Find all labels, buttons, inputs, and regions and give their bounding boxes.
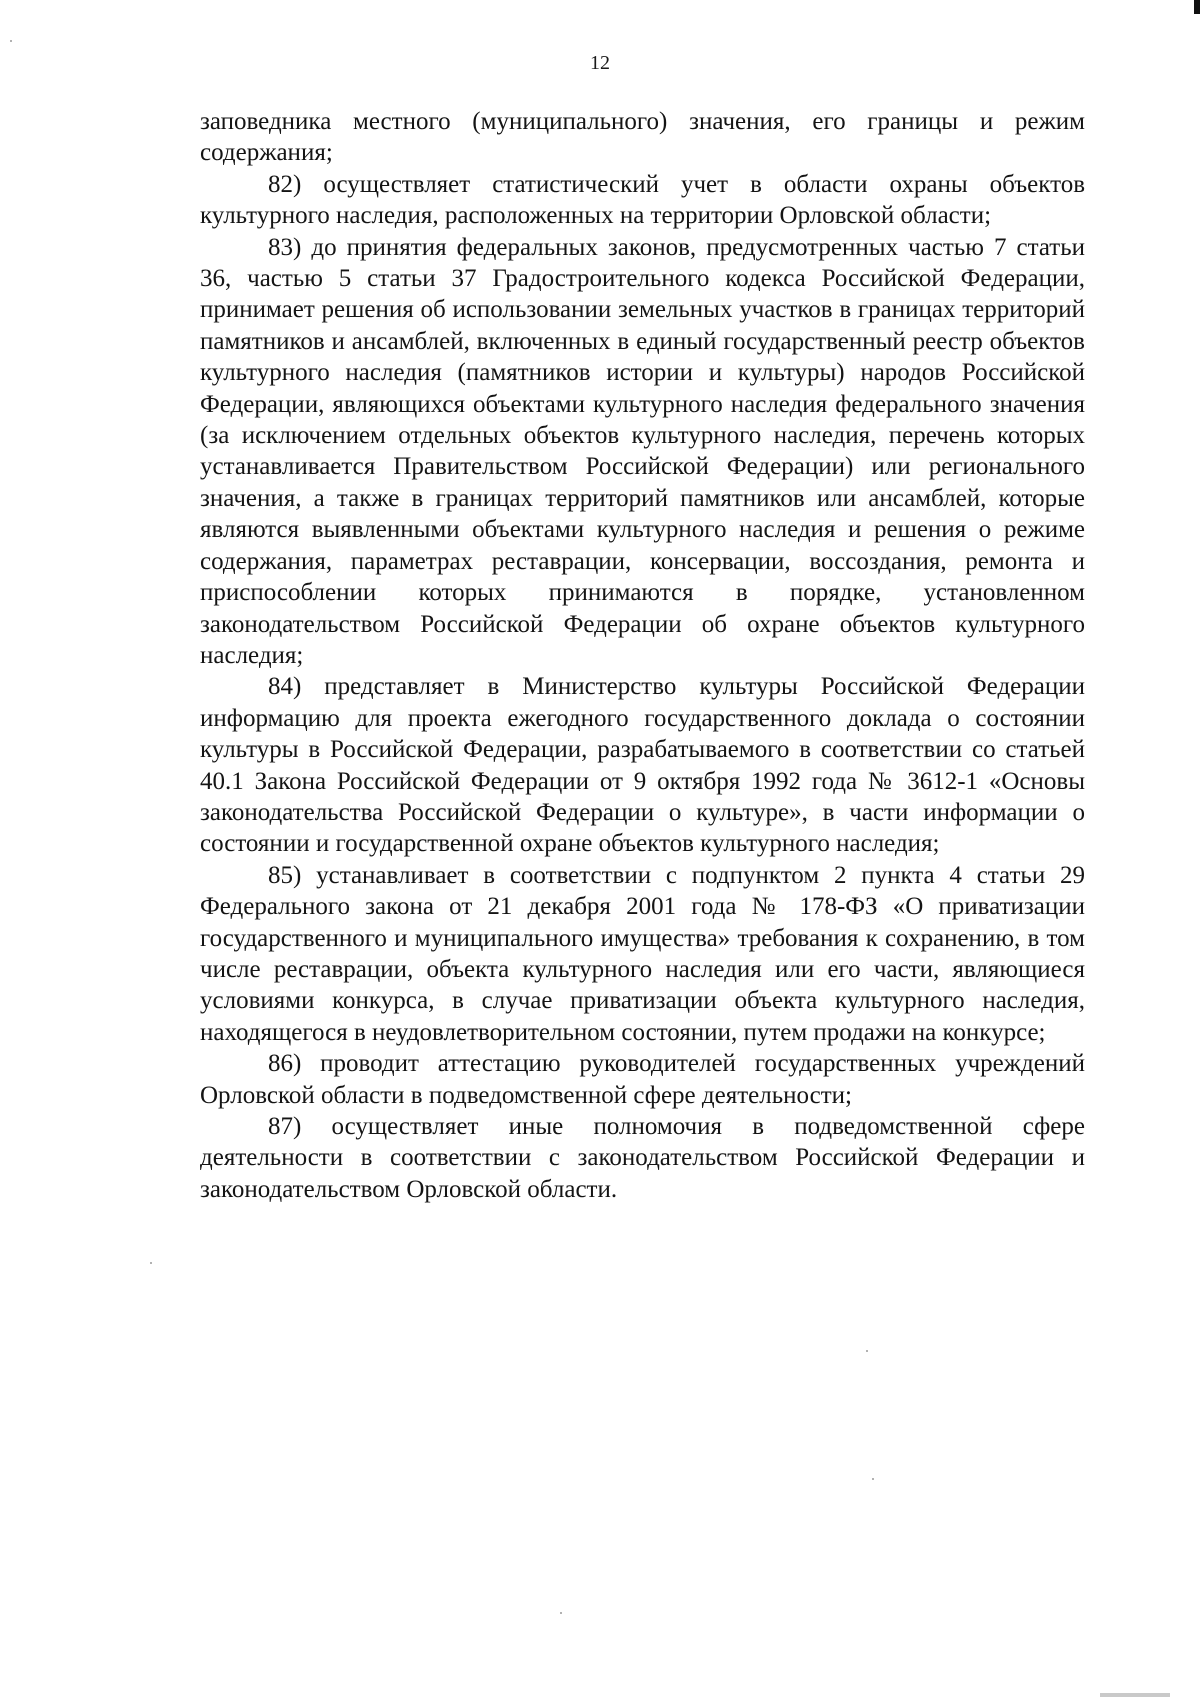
paragraph-item-85: 85) устанавливает в соответствии с подпунктом 2 пункта 4 статьи 29 Федерального закона от 21 декабря 2001 года № 178-ФЗ «О приватизации государственного и муниципального имущества» требования к сохранению, в том числе реставрации, объекта культурного наследия или его части, являющиеся условиями конкурса, в случае приватизации объекта культурного наследия, находящегося в неудовлетворительном состоянии, путем продажи на конкурсе;	[200, 861, 1085, 1046]
page-number: 12	[590, 52, 610, 74]
paragraph-continuation: заповедника местного (муниципального) значения, его границы и режим содержания;	[200, 108, 1085, 167]
paragraph-item-86: 86) проводит аттестацию руководителей государственных учреждений Орловской области в подведомственной сфере деятельности;	[200, 1050, 1085, 1109]
scan-speck	[150, 1262, 152, 1264]
document-body	[200, 106, 1085, 1205]
scan-edge-mark	[1100, 1693, 1170, 1697]
scan-speck	[560, 1612, 562, 1614]
paragraph-item-87: 87) осуществляет иные полномочия в подведомственной сфере деятельности в соответствии с законодательством Российской Федерации и законодательством Орловской области.	[200, 1113, 1085, 1203]
paragraph-item-82: 82) осуществляет статистический учет в области охраны объектов культурного наследия, расположенных на территории Орловской области;	[200, 170, 1085, 230]
scan-speck	[872, 1478, 874, 1480]
scan-corner-mark	[1194, 0, 1200, 14]
scan-speck	[10, 40, 12, 42]
paragraph-item-83: 83) до принятия федеральных законов, предусмотренных частью 7 статьи 36, частью 5 статьи 37 Градостроительного кодекса Российской Федерации, принимает решения об использовании земельных участков в границах территорий памятников и ансамблей, включенных в единый государственный реестр объектов культурного наследия (памятников истории и культуры) народов Российской Федерации, являющихся объектами культурного наследия федерального значения (за исключением отдельных объектов культурного наследия, перечень которых устанавливается Правительством Российской Федерации) или регионального значения, а также в границах территорий памятников или ансамблей, которые являются выявленными объектами культурного наследия и решения о режиме содержания, параметрах реставрации, консервации, воссоздания, ремонта и приспособлении которых принимаются в порядке, установленном законодательством Российской Федерации об охране объектов культурного наследия;	[200, 233, 1085, 669]
paragraph-item-84: 84) представляет в Министерство культуры Российской Федерации информацию для проекта ежегодного государственного доклада о состоянии культуры в Российской Федерации, разрабатываемого в соответствии со статьей 40.1 Закона Российской Федерации от 9 октября 1992 года № 3612-1 «Основы законодательства Российской Федерации о культуре», в части информации о состоянии и государственной охране объектов культурного наследия;	[200, 673, 1085, 858]
scan-speck	[866, 1350, 868, 1352]
